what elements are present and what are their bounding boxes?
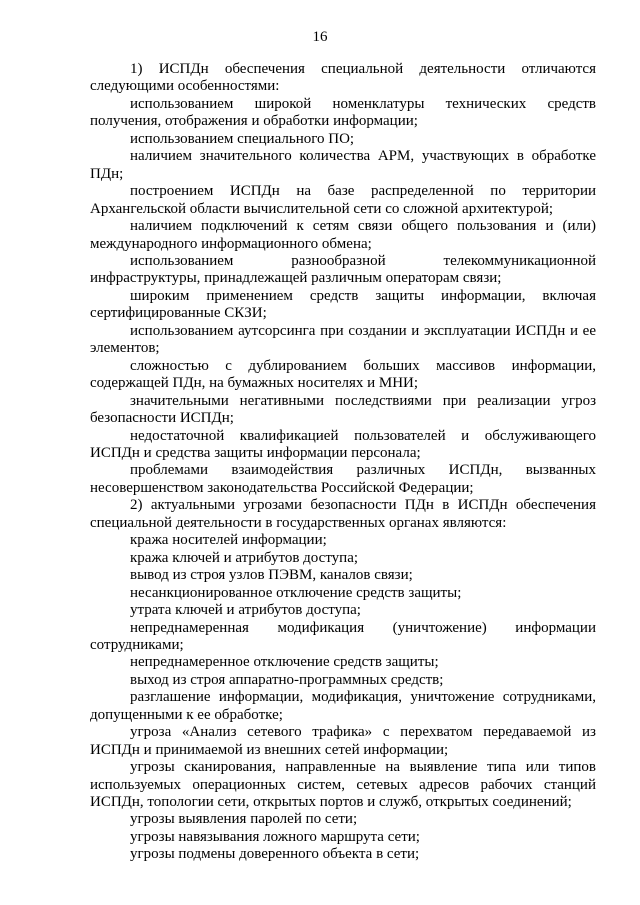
paragraph-11: значительными негативными последствиями при реализации угроз безопасности ИСПДн; (90, 392, 596, 427)
paragraph-3: использованием специального ПО; (130, 130, 355, 147)
paragraph-1: 1) ИСПДн обеспечения специальной деятельности отличаются следующими особенностями: (90, 61, 596, 95)
paragraph-15: кража носителей информации; (130, 532, 327, 549)
paragraph-23: разглашение информации, модификация, уничтожение сотрудниками, допущенными к ее обработке; (90, 689, 596, 723)
paragraph-7: использованием разнообразной телекоммуникационной инфраструктуры, принадлежащей различным операторам связи; (90, 252, 596, 287)
paragraph-17: вывод из строя узлов ПЭВМ, каналов связи; (130, 567, 413, 584)
paragraph-20: непреднамеренная модификация (уничтожение) информации сотрудниками; (90, 619, 596, 653)
paragraph-13: проблемами взаимодействия различных ИСПДн, вызванных несовершенством законодательства Российской Федерации; (90, 462, 596, 496)
paragraph-9: использованием аутсорсинга при создании и эксплуатации ИСПДн и ее элементов; (90, 322, 596, 357)
paragraph-28: угрозы подмены доверенного объекта в сети; (130, 846, 420, 863)
paragraph-12: недостаточной квалификацией пользователей и обслуживающего ИСПДн и средства защиты информации персонала; (90, 427, 596, 461)
paragraph-27: угрозы навязывания ложного маршрута сети; (130, 828, 420, 845)
page-number: 16 (312, 29, 328, 45)
document-body (90, 61, 596, 864)
paragraph-25: угрозы сканирования, направленные на выявление типа или типов используемых операционных систем, сетевых адресов рабочих станций ИСПДн, топологии сети, открытых портов и служб, открытых соединений; (90, 759, 596, 811)
paragraph-16: кража ключей и атрибутов доступа; (130, 549, 359, 566)
paragraph-6: наличием подключений к сетям связи общего пользования и (или) международного информационного обмена; (90, 218, 596, 252)
paragraph-24: угроза «Анализ сетевого трафика» с перехватом передаваемой из ИСПДн и принимаемой из внешних сетей информации; (90, 724, 596, 758)
paragraph-22: выход из строя аппаратно-программных средств; (130, 671, 444, 688)
paragraph-21: непреднамеренное отключение средств защиты; (130, 654, 439, 671)
paragraph-19: утрата ключей и атрибутов доступа; (130, 602, 361, 619)
paragraph-4: наличием значительного количества АРМ, участвующих в обработке ПДн; (90, 148, 596, 182)
paragraph-8: широким применением средств защиты информации, включая сертифицированные СКЗИ; (90, 287, 596, 322)
paragraph-5: построением ИСПДн на базе распределенной по территории Архангельской области вычислительной сети со сложной архитектурой; (90, 183, 596, 217)
paragraph-10: сложностью с дублированием больших массивов информации, содержащей ПДн, на бумажных носителях и МНИ; (90, 357, 596, 392)
paragraph-2: использованием широкой номенклатуры технических средств получения, отображения и обработки информации; (90, 95, 596, 130)
paragraph-26: угрозы выявления паролей по сети; (130, 811, 358, 828)
paragraph-14: 2) актуальными угрозами безопасности ПДн в ИСПДн обеспечения специальной деятельности в государственных органах являются: (90, 497, 596, 531)
paragraph-18: несанкционированное отключение средств защиты; (130, 584, 462, 601)
